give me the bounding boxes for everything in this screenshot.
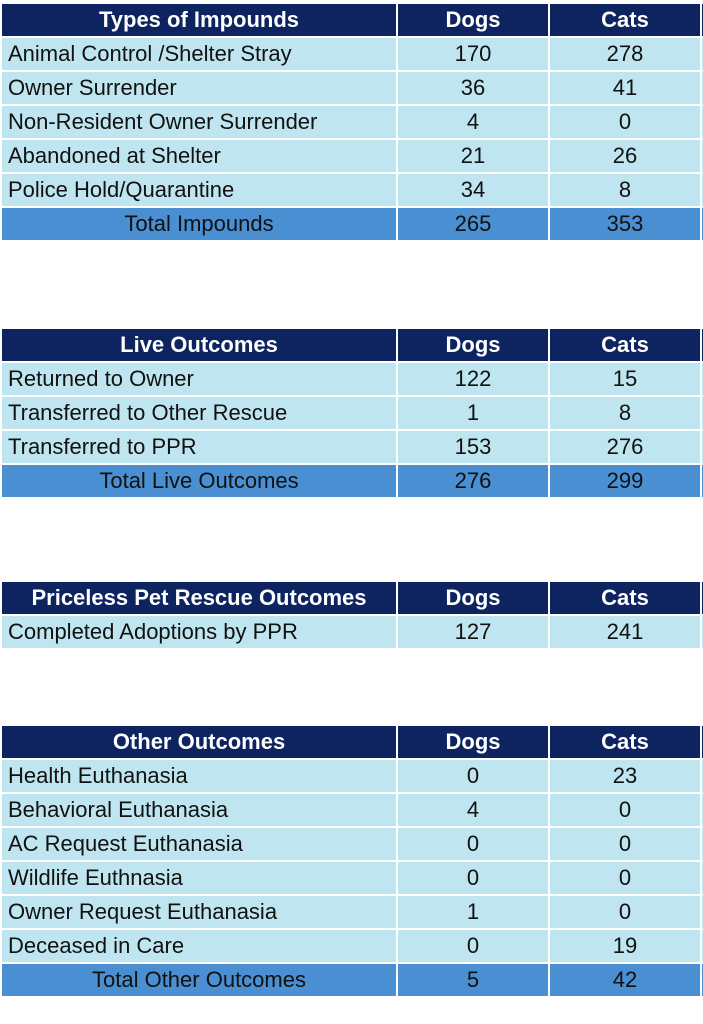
ppr-header-dogs: Dogs — [397, 581, 549, 615]
cats-value: 241 — [549, 615, 701, 649]
table-row — [1, 71, 703, 105]
impounds-header-row — [1, 3, 703, 37]
table-row — [1, 793, 703, 827]
cats-value: 8 — [549, 396, 701, 430]
table-row — [1, 827, 703, 861]
live-outcomes-table — [0, 327, 703, 499]
dogs-value: 1 — [397, 396, 549, 430]
row-label: AC Request Euthanasia — [1, 827, 397, 861]
cats-value: 0 — [549, 827, 701, 861]
dogs-value: 34 — [397, 173, 549, 207]
total-row — [1, 207, 703, 241]
ppr-header-row — [1, 581, 703, 615]
table-row — [1, 929, 703, 963]
dogs-value: 0 — [397, 861, 549, 895]
dogs-value: 4 — [397, 105, 549, 139]
row-label: Police Hold/Quarantine — [1, 173, 397, 207]
total-dogs-value: 265 — [397, 207, 549, 241]
dogs-value: 153 — [397, 430, 549, 464]
dogs-value: 1 — [397, 895, 549, 929]
impounds-table — [0, 2, 703, 242]
other-outcomes-table — [0, 724, 703, 998]
row-label: Owner Request Euthanasia — [1, 895, 397, 929]
total-row — [1, 464, 703, 498]
table-row — [1, 362, 703, 396]
total-cats-value: 353 — [549, 207, 701, 241]
dogs-value: 170 — [397, 37, 549, 71]
table-row — [1, 37, 703, 71]
ppr-outcomes-table — [0, 580, 703, 650]
total-dogs-value: 5 — [397, 963, 549, 997]
live-header-row — [1, 328, 703, 362]
live-header-cats: Cats — [549, 328, 701, 362]
cats-value: 41 — [549, 71, 701, 105]
cats-value: 8 — [549, 173, 701, 207]
impounds-header-label: Types of Impounds — [1, 3, 397, 37]
row-label: Non-Resident Owner Surrender — [1, 105, 397, 139]
table-row — [1, 759, 703, 793]
live-header-label: Live Outcomes — [1, 328, 397, 362]
dogs-value: 127 — [397, 615, 549, 649]
row-label: Returned to Owner — [1, 362, 397, 396]
row-label: Abandoned at Shelter — [1, 139, 397, 173]
table-row — [1, 139, 703, 173]
row-label: Owner Surrender — [1, 71, 397, 105]
total-label: Total Other Outcomes — [1, 963, 397, 997]
total-cats-value: 299 — [549, 464, 701, 498]
cats-value: 0 — [549, 895, 701, 929]
total-cats-value: 42 — [549, 963, 701, 997]
table-row — [1, 895, 703, 929]
cats-value: 0 — [549, 105, 701, 139]
dogs-value: 36 — [397, 71, 549, 105]
live-header-dogs: Dogs — [397, 328, 549, 362]
cats-value: 23 — [549, 759, 701, 793]
dogs-value: 4 — [397, 793, 549, 827]
row-label: Transferred to Other Rescue — [1, 396, 397, 430]
table-row — [1, 615, 703, 649]
ppr-header-label: Priceless Pet Rescue Outcomes — [1, 581, 397, 615]
row-label: Deceased in Care — [1, 929, 397, 963]
dogs-value: 0 — [397, 827, 549, 861]
row-label: Animal Control /Shelter Stray — [1, 37, 397, 71]
dogs-value: 0 — [397, 929, 549, 963]
impounds-header-cats: Cats — [549, 3, 701, 37]
cats-value: 0 — [549, 861, 701, 895]
ppr-header-cats: Cats — [549, 581, 701, 615]
row-label: Transferred to PPR — [1, 430, 397, 464]
cats-value: 15 — [549, 362, 701, 396]
other-header-row — [1, 725, 703, 759]
table-row — [1, 396, 703, 430]
total-dogs-value: 276 — [397, 464, 549, 498]
cats-value: 26 — [549, 139, 701, 173]
other-header-dogs: Dogs — [397, 725, 549, 759]
cats-value: 19 — [549, 929, 701, 963]
dogs-value: 122 — [397, 362, 549, 396]
total-row — [1, 963, 703, 997]
table-row — [1, 430, 703, 464]
total-label: Total Impounds — [1, 207, 397, 241]
row-label: Health Euthanasia — [1, 759, 397, 793]
table-row — [1, 861, 703, 895]
impounds-header-dogs: Dogs — [397, 3, 549, 37]
cats-value: 278 — [549, 37, 701, 71]
total-label: Total Live Outcomes — [1, 464, 397, 498]
other-header-label: Other Outcomes — [1, 725, 397, 759]
dogs-value: 21 — [397, 139, 549, 173]
cats-value: 0 — [549, 793, 701, 827]
table-row — [1, 173, 703, 207]
cats-value: 276 — [549, 430, 701, 464]
row-label: Behavioral Euthanasia — [1, 793, 397, 827]
row-label: Wildlife Euthnasia — [1, 861, 397, 895]
dogs-value: 0 — [397, 759, 549, 793]
row-label: Completed Adoptions by PPR — [1, 615, 397, 649]
table-row — [1, 105, 703, 139]
other-header-cats: Cats — [549, 725, 701, 759]
